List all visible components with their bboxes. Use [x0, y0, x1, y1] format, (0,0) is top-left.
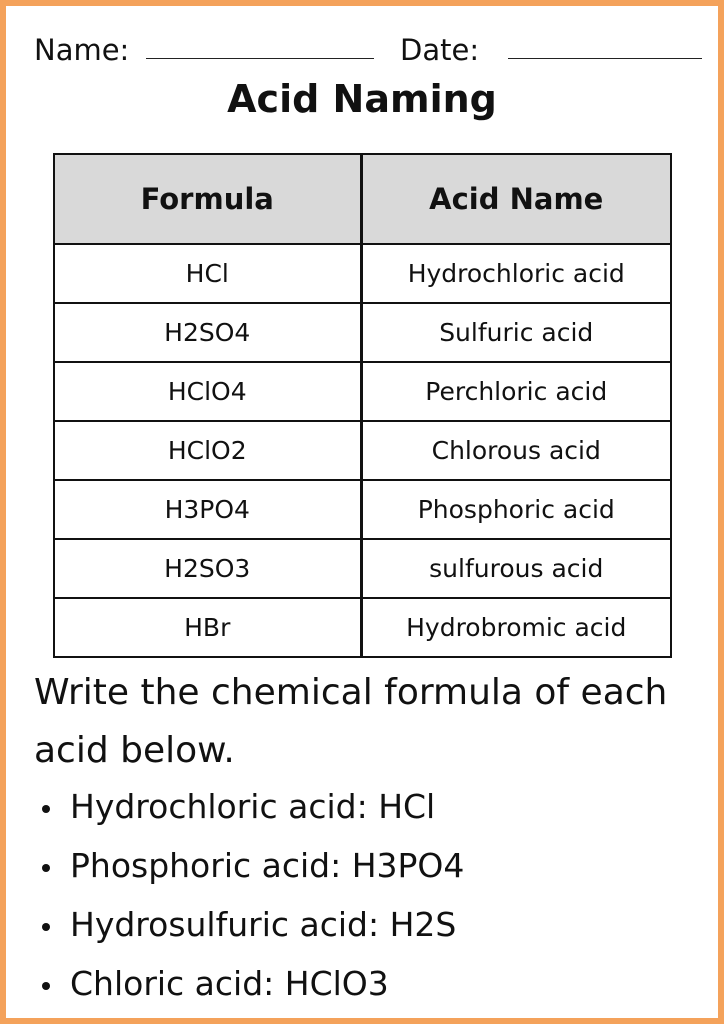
acid-name-cell: sulfurous acid: [361, 539, 671, 598]
acid-table: [53, 153, 672, 658]
formula-cell: H3PO4: [54, 480, 361, 539]
formula-cell: H2SO4: [54, 303, 361, 362]
formula-cell: HBr: [54, 598, 361, 657]
formula-cell: HClO2: [54, 421, 361, 480]
list-item: [40, 959, 464, 1018]
formula-cell: HCl: [54, 244, 361, 303]
formula-cell: HClO4: [54, 362, 361, 421]
answer-text: Chloric acid: HClO3: [70, 964, 389, 1003]
table-row: [54, 303, 671, 362]
bullet-icon: [42, 923, 50, 931]
acid-name-cell: Chlorous acid: [361, 421, 671, 480]
list-item: [40, 900, 464, 959]
date-label: Date:: [400, 33, 480, 67]
name-field-line[interactable]: [146, 58, 374, 59]
acid-name-cell: Sulfuric acid: [361, 303, 671, 362]
bullet-icon: [42, 864, 50, 872]
answer-text: Hydrochloric acid: HCl: [70, 787, 436, 826]
date-field-line[interactable]: [508, 58, 702, 59]
bullet-icon: [42, 982, 50, 990]
table-header-row: [54, 154, 671, 244]
bullet-icon: [42, 805, 50, 813]
acid-name-cell: Hydrochloric acid: [361, 244, 671, 303]
acid-name-cell: Phosphoric acid: [361, 480, 671, 539]
column-header-acid-name: Acid Name: [361, 154, 671, 244]
table-row: [54, 598, 671, 657]
name-date-row: [34, 30, 702, 70]
table-row: [54, 244, 671, 303]
name-label: Name:: [34, 33, 130, 67]
list-item: [40, 782, 464, 841]
instruction-text: Write the chemical formula of each acid below.: [34, 672, 668, 771]
formula-cell: H2SO3: [54, 539, 361, 598]
answer-text: Phosphoric acid: H3PO4: [70, 846, 465, 885]
acid-name-cell: Perchloric acid: [361, 362, 671, 421]
answer-list: [40, 782, 464, 1018]
table-row: [54, 362, 671, 421]
table-row: [54, 421, 671, 480]
acid-name-cell: Hydrobromic acid: [361, 598, 671, 657]
answer-text: Hydrosulfuric acid: H2S: [70, 905, 457, 944]
column-header-formula: Formula: [54, 154, 361, 244]
table-row: [54, 480, 671, 539]
table-row: [54, 539, 671, 598]
list-item: [40, 841, 464, 900]
page-title: Acid Naming: [227, 77, 497, 121]
